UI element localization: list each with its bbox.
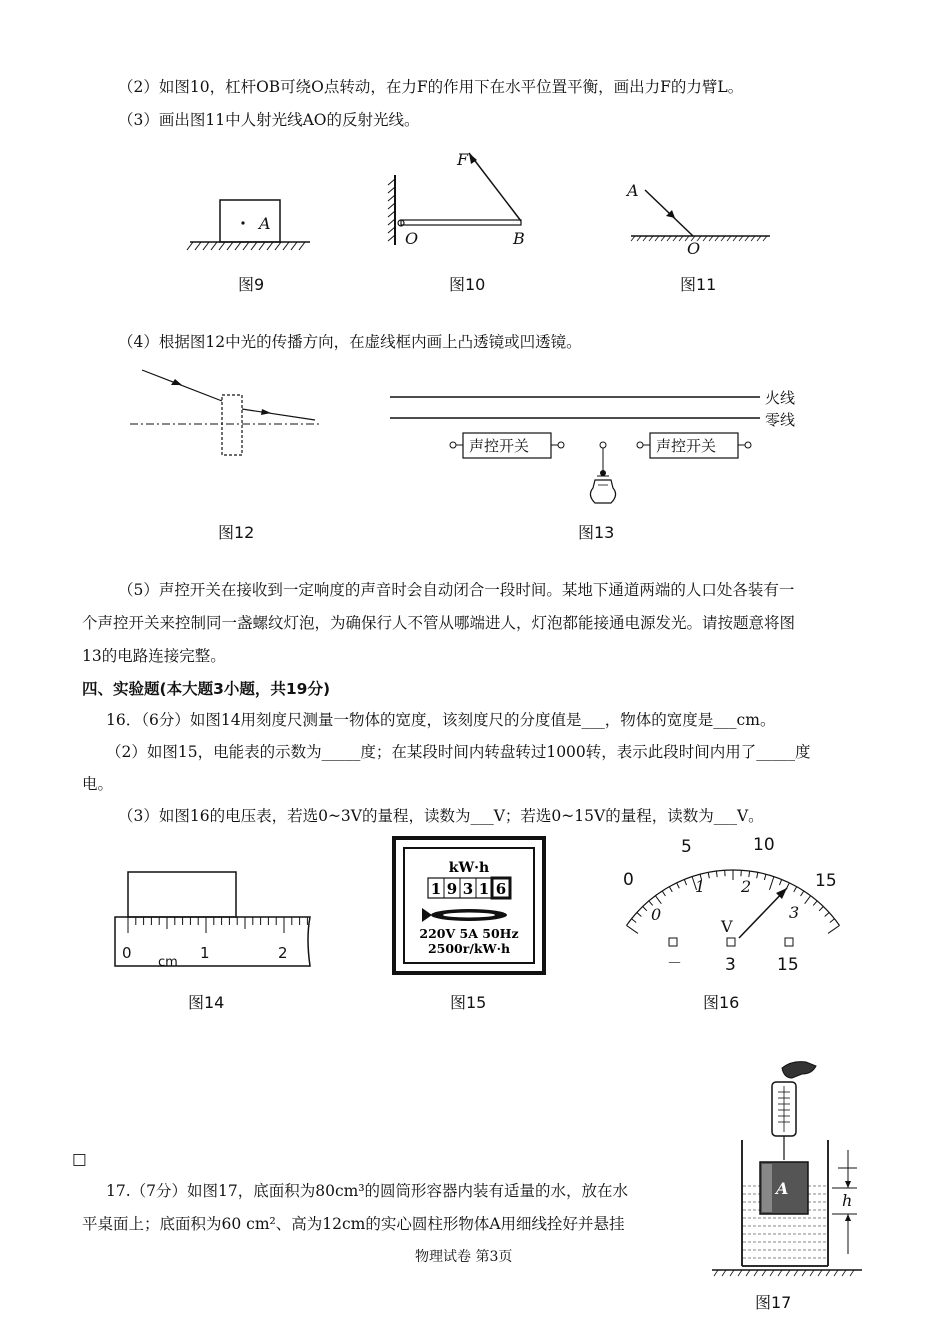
fig9-label-a: A bbox=[259, 214, 271, 233]
q15-part2: （2）如图10，杠杆OB可绕O点转动，在力F的作用下在水平位置平衡，画出力F的力臂L。 bbox=[118, 78, 744, 96]
fig16-outer-5: 5 bbox=[681, 837, 692, 857]
figure-13 bbox=[385, 385, 825, 515]
fig16-outer-15: 15 bbox=[815, 871, 837, 891]
fig11-label-o: O bbox=[687, 239, 701, 258]
fig10-label-b: B bbox=[513, 229, 525, 248]
fig16-inner-2: 2 bbox=[741, 877, 752, 896]
figure-15 bbox=[392, 836, 547, 976]
fig17-label-a: A bbox=[776, 1179, 789, 1198]
fig13-switch-left: 声控开关 bbox=[469, 437, 530, 455]
fig15-spec2: 2500r/kW·h bbox=[427, 941, 511, 956]
fig15-digit-5: 6 bbox=[495, 880, 507, 898]
fig16-inner-3: 3 bbox=[789, 903, 800, 922]
figure-14 bbox=[110, 868, 320, 978]
fig15-digit-3: 3 bbox=[462, 880, 474, 898]
fig16-term-3: 3 bbox=[725, 955, 736, 975]
fig15-digit-1: 1 bbox=[430, 880, 442, 898]
fig15-spec1: 220V 5A 50Hz bbox=[419, 926, 519, 941]
fig14-tick-2: 2 bbox=[278, 944, 288, 962]
fig13-live-wire: 火线 bbox=[765, 389, 796, 407]
fig16-inner-0: 0 bbox=[651, 905, 662, 924]
q16-part1: 16．（6分）如图14用刻度尺测量一物体的宽度，该刻度尺的分度值是___，物体的宽度是___cm。 bbox=[106, 711, 776, 729]
fig16-term-minus: － bbox=[667, 954, 683, 972]
figure-9 bbox=[185, 190, 315, 260]
figure-10 bbox=[385, 145, 535, 255]
blank-marker: □ bbox=[72, 1150, 87, 1168]
q17-line2: 平桌面上；底面积为60 cm²、高为12cm的实心圆柱形物体A用细线拴好并悬挂 bbox=[82, 1215, 625, 1233]
fig13-neutral-wire: 零线 bbox=[765, 411, 796, 429]
fig12-caption: 图12 bbox=[218, 523, 255, 542]
fig10-caption: 图10 bbox=[449, 275, 486, 294]
q15-part5-line1: （5）声控开关在接收到一定响度的声音时会自动闭合一段时间。某地下通道两端的人口处各装有一 bbox=[118, 581, 795, 599]
figure-12 bbox=[130, 365, 330, 465]
fig10-label-o: O bbox=[405, 229, 419, 248]
page-footer: 物理试卷 第3页 bbox=[415, 1249, 513, 1265]
fig14-caption: 图14 bbox=[188, 993, 225, 1012]
figure-17 bbox=[712, 1058, 872, 1283]
fig16-inner-1: 1 bbox=[695, 877, 706, 896]
figure-11 bbox=[625, 180, 775, 260]
figure-16 bbox=[615, 830, 845, 980]
fig15-digit-4: 1 bbox=[478, 880, 490, 898]
fig17-label-h: h bbox=[842, 1191, 853, 1210]
fig15-caption: 图15 bbox=[450, 993, 487, 1012]
fig10-label-f: F bbox=[457, 150, 469, 169]
fig17-caption: 图17 bbox=[755, 1293, 792, 1312]
fig11-caption: 图11 bbox=[680, 275, 717, 294]
q16-part2-line1: （2）如图15，电能表的示数为_____度；在某段时间内转盘转过1000转，表示此段时间内用了_____度 bbox=[106, 743, 811, 761]
fig16-caption: 图16 bbox=[703, 993, 740, 1012]
fig16-v-label: V bbox=[721, 917, 733, 936]
fig14-tick-1: 1 bbox=[200, 944, 210, 962]
q15-part5-line2: 个声控开关来控制同一盏螺纹灯泡，为确保行人不管从哪端进人，灯泡都能接通电源发光。请按题意将图 bbox=[82, 614, 796, 632]
fig16-term-15: 15 bbox=[777, 955, 799, 975]
q15-part5-line3: 13的电路连接完整。 bbox=[82, 647, 226, 665]
q16-part3: （3）如图16的电压表，若选0~3V的量程，读数为___V；若选0~15V的量程，读数为___V。 bbox=[118, 807, 764, 825]
fig11-label-a: A bbox=[627, 181, 639, 200]
q15-part3: （3）画出图11中人射光线AO的反射光线。 bbox=[118, 111, 420, 129]
fig16-outer-10: 10 bbox=[753, 835, 775, 855]
fig16-outer-0: 0 bbox=[623, 870, 634, 890]
fig13-caption: 图13 bbox=[578, 523, 615, 542]
fig14-unit: cm bbox=[158, 955, 178, 970]
fig9-caption: 图9 bbox=[238, 275, 265, 294]
fig15-digit-2: 9 bbox=[446, 880, 458, 898]
fig14-tick-0: 0 bbox=[122, 944, 132, 962]
q16-part2-line2: 电。 bbox=[82, 775, 114, 793]
section4-heading: 四、实验题(本大题3小题，共19分) bbox=[82, 680, 331, 698]
q17-line1: 17.（7分）如图17，底面积为80cm³的圆筒形容器内装有适量的水，放在水 bbox=[106, 1182, 629, 1200]
fig15-unit: kW·h bbox=[448, 860, 490, 876]
q15-part4: （4）根据图12中光的传播方向，在虚线框内画上凸透镜或凹透镜。 bbox=[118, 333, 582, 351]
fig13-switch-right: 声控开关 bbox=[656, 437, 717, 455]
